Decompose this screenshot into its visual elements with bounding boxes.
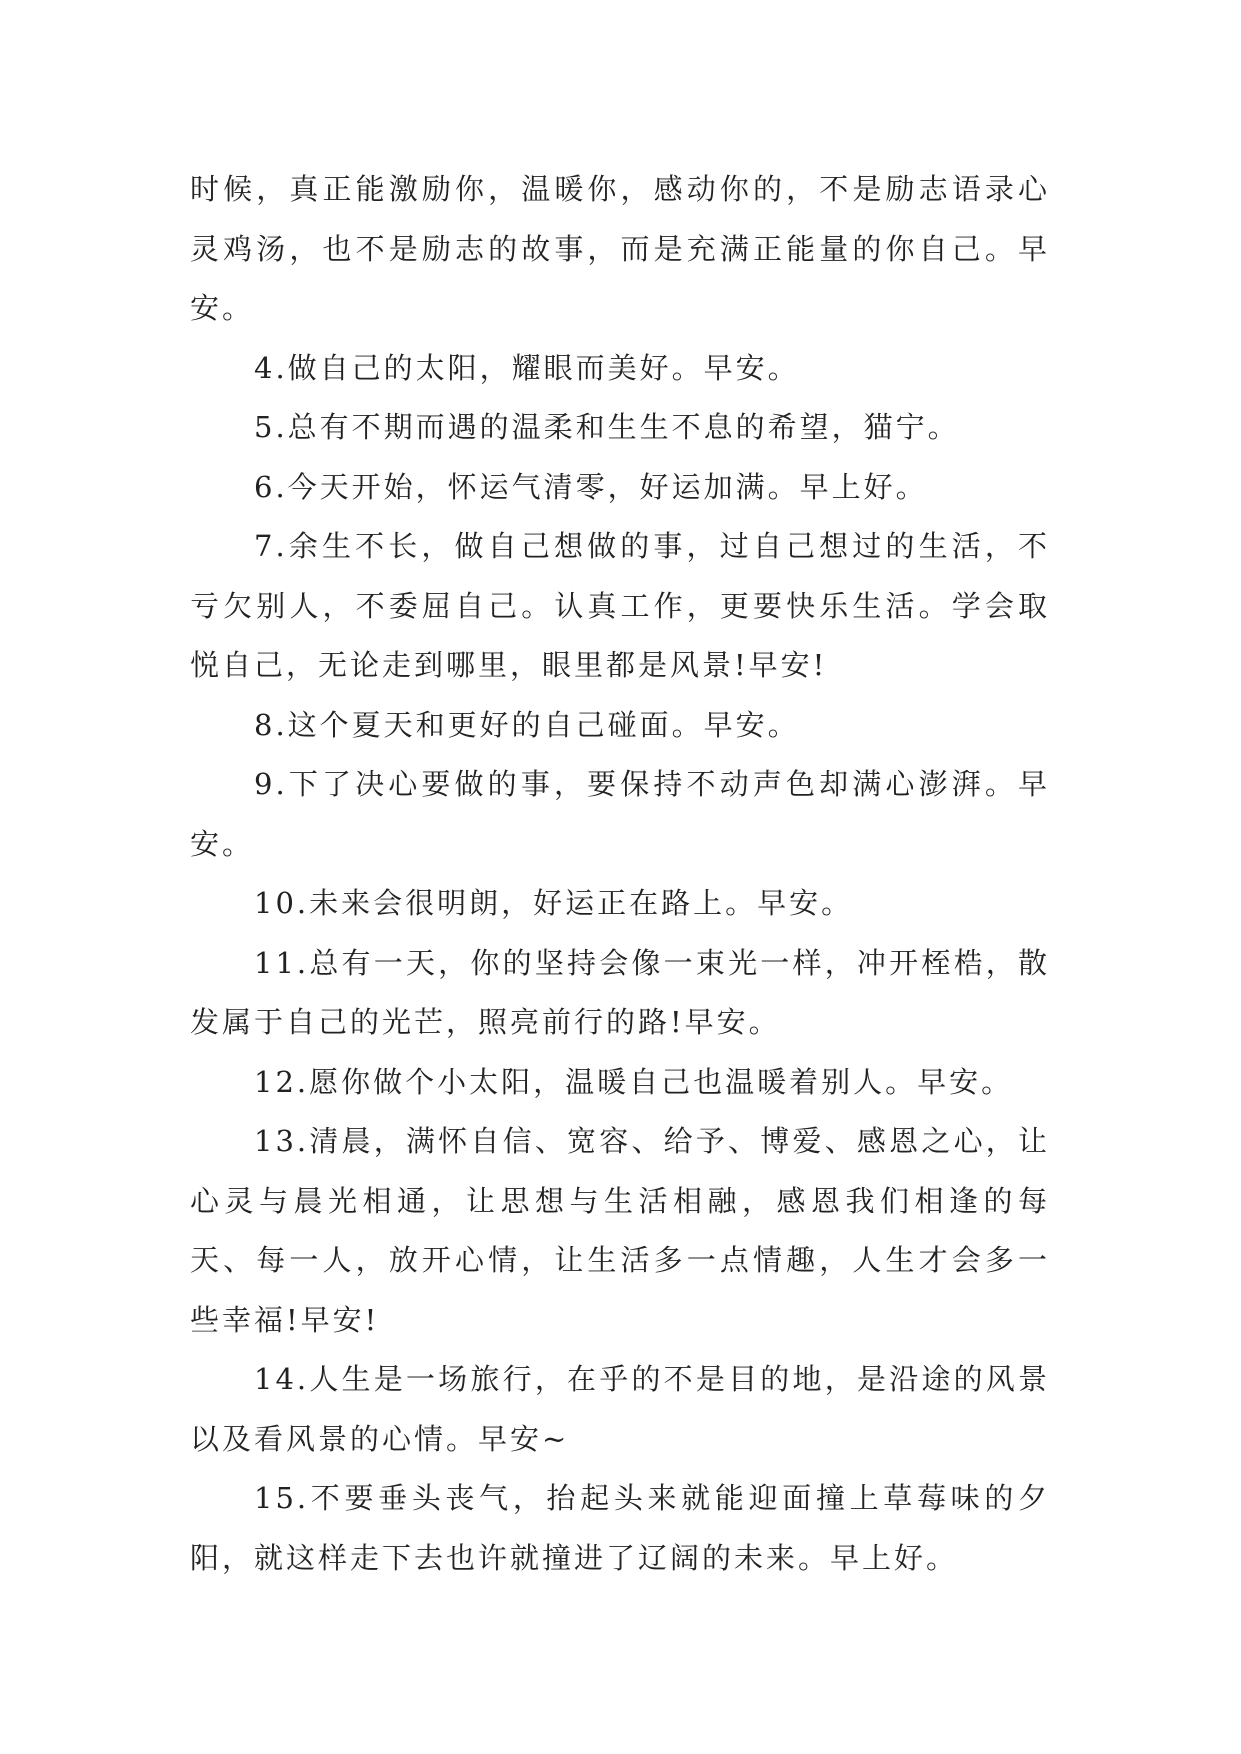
paragraph-item-12: 12.愿你做个小太阳，温暖自己也温暖着别人。早安。 <box>254 1064 1014 1099</box>
paragraph-item-15: 15.不要垂头丧气，抬起头来就能迎面撞上草莓味的夕阳，就这样走下去也许就撞进了辽阔的未来。早上好。 <box>190 1481 1050 1575</box>
paragraph-item-7: 7.余生不长，做自己想做的事，过自己想过的生活，不亏欠别人，不委屈自己。认真工作，更要快乐生活。学会取悦自己，无论走到哪里，眼里都是风景!早安! <box>190 529 1050 682</box>
paragraph-item-8: 8.这个夏天和更好的自己碰面。早安。 <box>254 707 800 742</box>
paragraph-item-6: 6.今天开始，怀运气清零，好运加满。早上好。 <box>254 469 928 504</box>
document-body <box>190 160 1050 1588</box>
paragraph-continuation: 时候，真正能激励你，温暖你，感动你的，不是励志语录心灵鸡汤，也不是励志的故事，而是充满正能量的你自己。早安。 <box>190 172 1050 325</box>
paragraph-item-14: 14.人生是一场旅行，在乎的不是目的地，是沿途的风景以及看风景的心情。早安~ <box>190 1362 1050 1456</box>
paragraph-item-5: 5.总有不期而遇的温柔和生生不息的希望，猫宁。 <box>254 410 960 444</box>
paragraph-item-13: 13.清晨，满怀自信、宽容、给予、博爱、感恩之心，让心灵与晨光相通，让思想与生活相融，感恩我们相逢的每天、每一人，放开心情，让生活多一点情趣，人生才会多一些幸福!早安! <box>190 1124 1050 1337</box>
paragraph-item-9: 9.下了决心要做的事，要保持不动声色却满心澎湃。早安。 <box>190 767 1050 861</box>
paragraph-item-11: 11.总有一天，你的坚持会像一束光一样，冲开桎梏，散发属于自己的光芒，照亮前行的路!早安。 <box>190 945 1050 1039</box>
paragraph-item-4: 4.做自己的太阳，耀眼而美好。早安。 <box>254 350 800 385</box>
paragraph-item-10: 10.未来会很明朗，好运正在路上。早安。 <box>254 886 854 920</box>
